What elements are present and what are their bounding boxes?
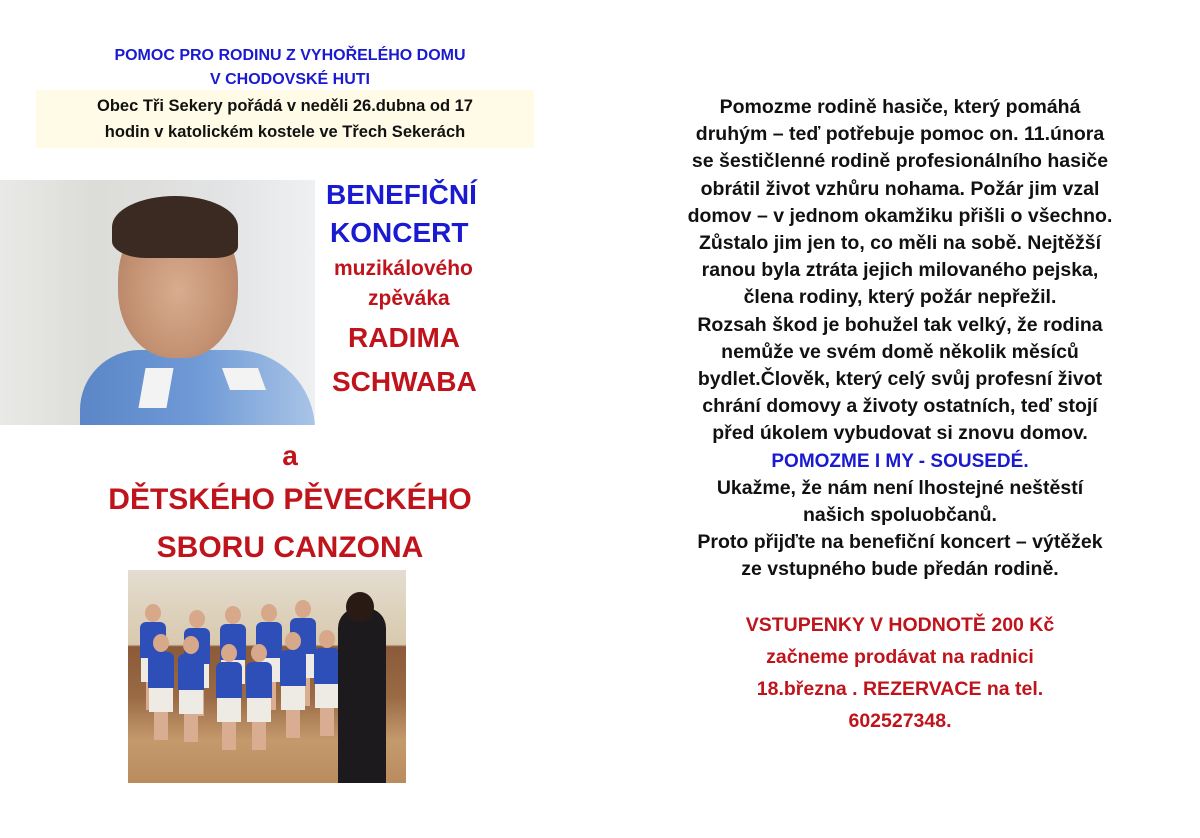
story-line: Pomozme rodině hasiče, který pomáhá — [719, 96, 1081, 118]
slogan: POMOZME I MY - SOUSEDÉ. — [771, 450, 1029, 472]
choir-singer — [280, 632, 306, 738]
story-line: se šestičlenné rodině profesionálního hasiče — [691, 150, 1109, 173]
ticket-sale-date-reservation: 18.března . REZERVACE na tel. — [756, 678, 1044, 700]
ticket-price: VSTUPENKY V HODNOTĚ 200 Kč — [745, 614, 1055, 636]
choir-photo — [128, 570, 406, 783]
ticket-sale-location: začneme prodávat na radnici — [766, 646, 1034, 668]
portrait-hair — [112, 196, 238, 258]
performer-first-name: RADIMA — [348, 322, 460, 353]
story-line: obrátil život vzhůru nohama. Požár jim vzal — [700, 177, 1100, 200]
story-line: Zůstalo jim jen to, co měli na sobě. Nejtěžší — [698, 232, 1101, 255]
ticket-info — [680, 609, 1120, 737]
event-invitation — [36, 93, 534, 145]
choir-singer — [216, 644, 242, 750]
story-line: před úkolem vybudovat si znovu domov. — [712, 422, 1088, 445]
singer-portrait-photo — [0, 180, 315, 425]
choir-singer — [178, 636, 204, 742]
concert-title-block — [320, 176, 530, 404]
invite-line-2: hodin v katolickém kostele ve Třech Sekerách — [104, 123, 466, 141]
performer-last-name: SCHWABA — [332, 366, 477, 397]
concert-title-benefit: BENEFIČNÍ — [326, 179, 477, 210]
choir-conductor — [338, 608, 386, 783]
story-line: chrání domovy a životy ostatních, teď stojí — [702, 395, 1098, 418]
appeal-line: ze vstupného bude předán rodině. — [741, 558, 1059, 581]
choir-singer — [246, 644, 272, 750]
reservation-phone: 602527348. — [848, 710, 952, 732]
conjunction-and: a — [282, 440, 298, 471]
appeal-line: našich spoluobčanů. — [803, 504, 997, 527]
portrait-shirt — [80, 350, 315, 425]
appeal-line: Ukažme, že nám není lhostejné neštěstí — [716, 476, 1084, 499]
poster-header-title — [40, 44, 540, 92]
story-text — [650, 94, 1150, 584]
story-line: druhým – teď potřebuje pomoc on. 11.února — [695, 123, 1105, 146]
appeal-line: Proto přijďte na benefiční koncert – výtěžek — [697, 531, 1103, 554]
choir-singer — [148, 634, 174, 740]
choir-singer — [314, 630, 340, 736]
concert-subtitle-musical: muzikálového — [334, 257, 473, 280]
story-line: bydlet.Člověk, který celý svůj profesní život — [697, 368, 1103, 391]
header-title-line-1: POMOC PRO RODINU Z VYHOŘELÉHO DOMU — [114, 47, 466, 64]
story-line: Rozsah škod je bohužel tak velký, že rodina — [697, 313, 1103, 336]
invite-line-1: Obec Tři Sekery pořádá v neděli 26.dubna od 17 — [97, 97, 473, 115]
portrait-collar-right — [222, 368, 266, 390]
choir-title-line-2: SBORU CANZONA — [156, 531, 424, 564]
concert-subtitle-singer: zpěváka — [368, 287, 450, 310]
story-line: domov – v jednom okamžiku přišli o všechno. — [687, 204, 1113, 227]
story-line: člena rodiny, který požár nepřežil. — [743, 286, 1057, 309]
concert-title-concert: KONCERT — [330, 217, 469, 248]
header-title-line-2: V CHODOVSKÉ HUTI — [209, 71, 370, 88]
story-line: nemůže ve svém domě několik měsíců — [721, 340, 1079, 363]
choir-title-line-1: DĚTSKÉHO PĚVECKÉHO — [108, 483, 472, 516]
choir-title — [40, 476, 540, 572]
story-line: ranou byla ztráta jejich milovaného pejska, — [701, 259, 1099, 282]
